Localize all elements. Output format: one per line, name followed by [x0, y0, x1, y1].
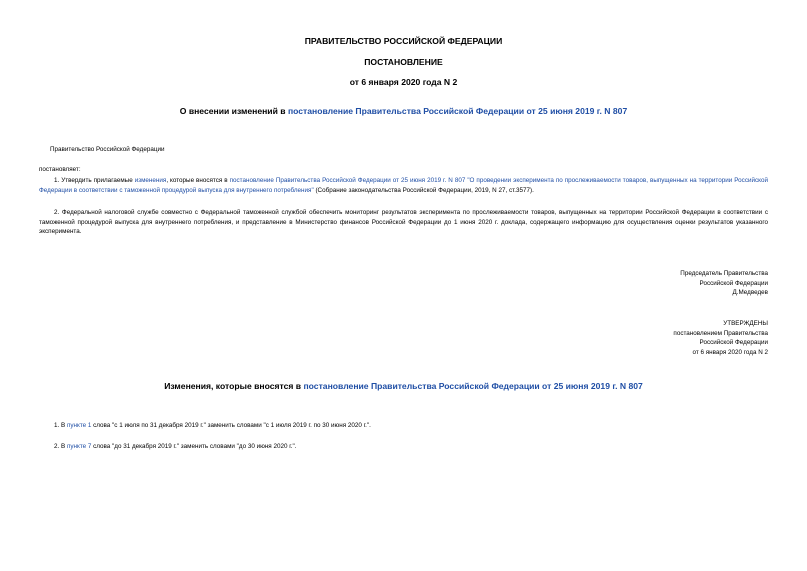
document-title-link[interactable]: постановление Правительства Российской Федерации от 25 июня 2019 г. N 807 — [287, 106, 628, 116]
resolution-807-link[interactable]: постановление Правительства Российской Федерации от 25 июня 2019 г. N 807 "О проведении эксперимента по прослеживаемости товаров, выпущенных на территории Российской Федерации в соответствии с таможенной процедурой выпуска для внутреннего потребления" — [39, 177, 768, 194]
government-heading: ПРАВИТЕЛЬСТВО РОССИЙСКОЙ ФЕДЕРАЦИИ — [304, 36, 503, 46]
paragraph-1 — [39, 176, 768, 195]
changes-link[interactable]: изменения — [134, 177, 167, 184]
approval-line-3: Российской Федерации — [699, 339, 768, 346]
paragraph-2: 2. Федеральной налоговой службе совместно с Федеральной таможенной службой обеспечить мониторинг результатов эксперимента по прослеживаемости товаров, выпущенных на территории Российской Федерации в соответствии с таможенной процедурой выпуска для внутреннего потребления, и представление в Министерство финансов Российской Федерации до 1 июня 2020 г. доклада, содержащего информацию для осуществления оценки результатов указанного эксперимента. — [39, 209, 768, 235]
approval-line-2: постановлением Правительства — [673, 329, 768, 337]
clause-1-link[interactable]: пункте 1 — [66, 422, 92, 429]
change-item-text: слова "до 31 декабря 2019 г." заменить словами "до 30 июня 2020 г.". — [91, 443, 297, 450]
document-title — [0, 106, 807, 116]
paragraph-1-source: (Собрание законодательства Российской Федерации, 2019, N 27, ст.3577). — [313, 186, 534, 194]
signature-position: Председатель Правительства — [680, 270, 768, 277]
clause-7-link[interactable]: пункте 7 — [66, 443, 92, 450]
change-item-text: слова "с 1 июля по 31 декабря 2019 г." заменить словами "с 1 июля 2019 г. по 30 июня 2020 г.". — [91, 422, 371, 429]
signature-name: Д.Медведев — [732, 289, 768, 296]
document-date: от 6 января 2020 года N 2 — [349, 77, 458, 87]
document-title-prefix: О внесении изменений в — [179, 106, 288, 116]
signature-country: Российской Федерации — [699, 279, 768, 287]
approval-heading: УТВЕРЖДЕНЫ — [723, 320, 768, 327]
approval-date: от 6 января 2020 года N 2 — [692, 348, 768, 356]
paragraph-1-middle: , которые вносятся в — [166, 177, 230, 184]
government-label: Правительство Российской Федерации — [50, 146, 165, 153]
signature-block — [680, 269, 768, 298]
changes-title-prefix: Изменения, которые вносятся в — [164, 381, 304, 391]
change-item — [54, 421, 371, 431]
decrees-label: постановляет: — [39, 166, 81, 173]
change-item — [54, 442, 296, 452]
paragraph-1-intro: 1. Утвердить прилагаемые — [54, 177, 135, 184]
change-item-prefix: 2. В — [54, 443, 67, 450]
change-item-prefix: 1. В — [54, 422, 67, 429]
changes-title-link[interactable]: постановление Правительства Российской Федерации от 25 июня 2019 г. N 807 — [303, 381, 643, 391]
document-type: ПОСТАНОВЛЕНИЕ — [364, 57, 443, 67]
approval-block — [673, 319, 768, 357]
changes-title — [0, 381, 807, 391]
